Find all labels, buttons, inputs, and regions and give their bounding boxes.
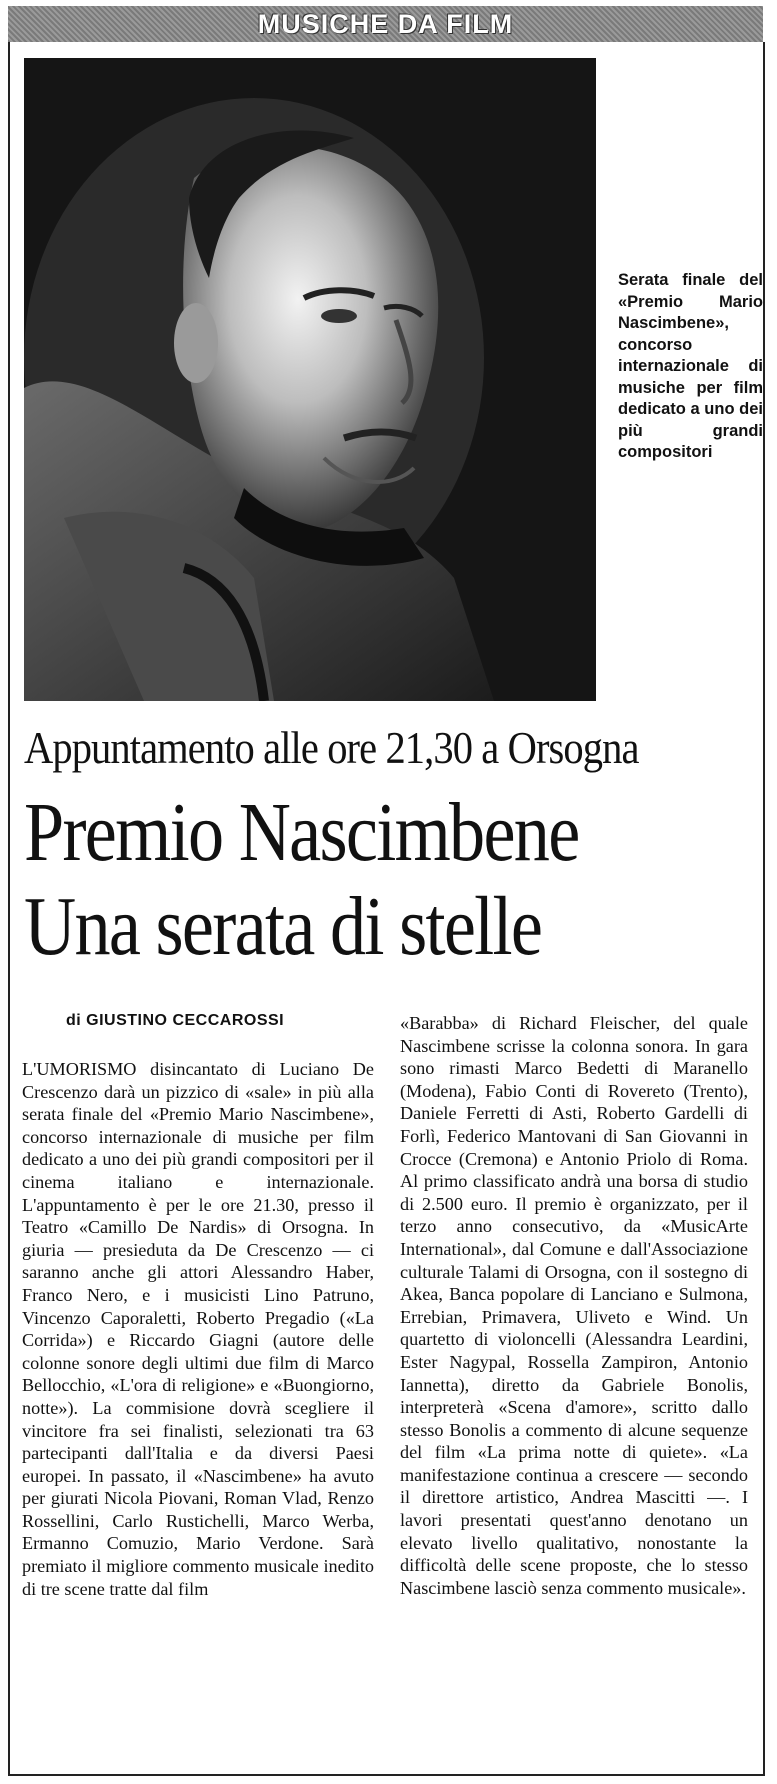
kicker-headline: Appuntamento alle ore 21,30 a Orsogna — [24, 723, 639, 773]
section-rubric-label: MUSICHE DA FILM — [257, 9, 514, 39]
headline-line-2: Una serata di stelle — [24, 880, 542, 973]
photo-caption: Serata finale del «Premio Mario Nascimbene», concorso internazionale di musiche per film dedicato a uno dei più grandi compositori — [618, 271, 763, 461]
body-text-column-2: «Barabba» di Richard Fleischer, del quale Nascimbene scrisse la colonna sonora. In gara sono rimasti Marco Bedetti di Maranello (Modena), Fabio Conti di Rovereto (Trento), Daniele Ferretti di Asti, Roberto Gardelli di Forlì, Federico Mantovani di San Giovanni in Crocce (Cremona) e Antonio Priolo di Roma. Al primo classificato andrà una borsa di studio di 2.500 euro. Il premio è organizzato, per il terzo anno consecutivo, da «MusicArte International», dal Comune e dall'Associazione culturale Talami di Orsogna, con il sostegno di Akea, Banca popolare di Lanciano e Sulmona, Errebian, Primavera, Uliveto e Wind. Un quartetto di violoncelli (Alessandra Leardini, Ester Nagypal, Rossella Zampiron, Antonio Iannetta), diretto da Gabriele Bonolis, interpreterà «Scena d'amore», scritto dallo stesso Bonolis a commento di alcune sequenze del film «La prima notte di quiete». «La manifestazione continua a crescere — secondo il direttore artistico, Andrea Mascitti —. I lavori presentati quest'anno denotano un elevato livello qualitativo, nonostante la difficoltà delle scene proposte, che lo stesso Nascimbene lasciò senza commento musicale». — [400, 1013, 748, 1598]
portrait-image — [24, 58, 596, 701]
body-text-column-1: L'UMORISMO disincantato di Luciano De Crescenzo darà un pizzico di «sale» in più alla serata finale del «Premio Mario Nascimbene», concorso internazionale di musiche per film dedicato a uno dei più grandi compositori per il cinema italiano e internazionale. L'appuntamento è per le ore 21.30, presso il Teatro «Camillo De Nardis» di Orsogna. In giuria — presieduta da De Crescenzo — ci saranno anche gli attori Alessandro Haber, Franco Nero, e i musicisti Lino Patruno, Vincenzo Caporaletti, Roberto Pregadio («La Corrida») e Riccardo Giagni (autore delle colonne sonore degli ultimi due film di Marco Bellocchio, «L'ora di religione» e «Buongiorno, notte»). La commisione dovrà scegliere il vincitore fra sei finalisti, selezionati tra 63 partecipanti dall'Italia e da diversi Paesi europei. In passato, il «Nascimbene» ha avuto per giurati Nicola Piovani, Roman Vlad, Renzo Rossellini, Carlo Rustichelli, Marco Werba, Ermanno Comuzio, Mario Verdone. Sarà premiato il migliore commento musicale inedito di tre scene tratte dal film — [22, 1059, 374, 1599]
main-headline — [24, 786, 660, 974]
headline-line-1: Premio Nascimbene — [24, 786, 579, 879]
portrait-photo — [24, 58, 596, 701]
section-rubric — [8, 6, 763, 42]
body-column-1 — [22, 1058, 374, 1600]
byline: di GIUSTINO CECCAROSSI — [66, 1012, 285, 1029]
body-column-2 — [400, 1012, 748, 1599]
